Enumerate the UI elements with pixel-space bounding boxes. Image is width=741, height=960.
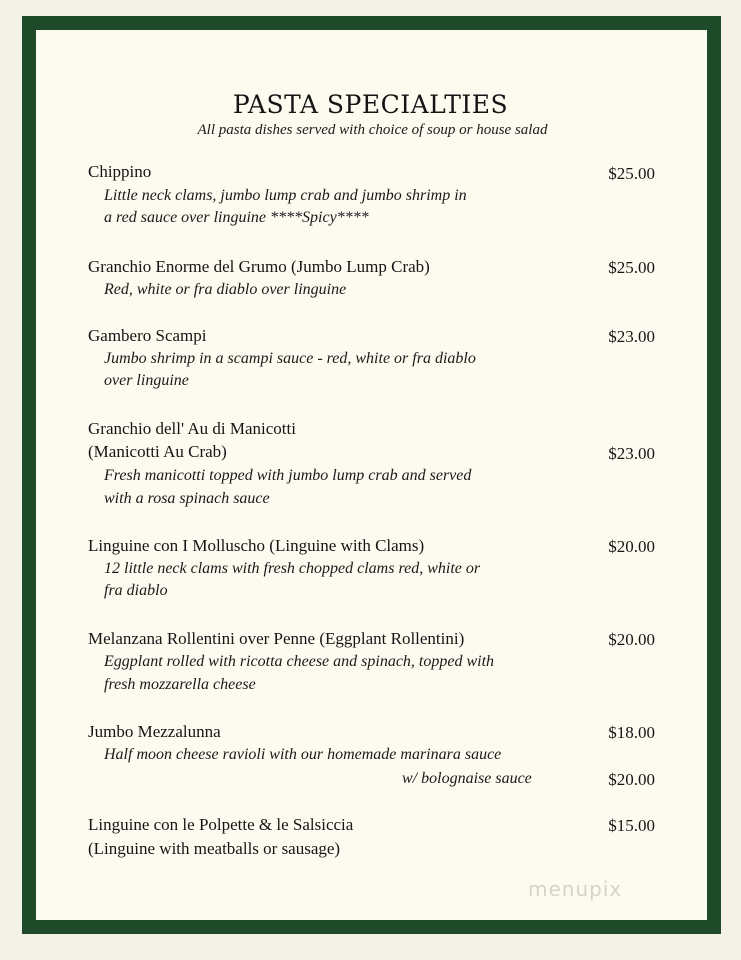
page-title: PASTA SPECIALTIES: [232, 90, 509, 119]
menu-item-price: $15.00: [608, 816, 655, 835]
menu-item-description: Red, white or fra diablo over linguine: [104, 281, 347, 298]
menu-item-name: Melanzana Rollentini over Penne (Eggplant Rollentini): [88, 629, 465, 648]
watermark: menupix: [528, 877, 623, 901]
menu-item-description: a red sauce over linguine ****Spicy****: [104, 209, 369, 226]
menu-item-name: Chippino: [88, 162, 152, 181]
menu-item-description: fresh mozzarella cheese: [104, 676, 256, 693]
menu-item-name: Linguine con I Molluscho (Linguine with Clams): [88, 536, 425, 555]
page-subtitle: All pasta dishes served with choice of soup or house salad: [197, 122, 548, 138]
menu-item-name: Granchio Enorme del Grumo (Jumbo Lump Crab): [88, 257, 430, 276]
menu-item-name: Granchio dell' Au di Manicotti: [88, 419, 296, 438]
menu-item-description: with a rosa spinach sauce: [104, 490, 270, 507]
menu-item-description: Fresh manicotti topped with jumbo lump crab and served: [104, 467, 472, 484]
menu-item-option: w/ bolognaise sauce: [402, 770, 532, 787]
menu-item-description: over linguine: [104, 372, 189, 389]
menu-item-description: fra diablo: [104, 582, 168, 599]
menu-item-price: $20.00: [608, 630, 655, 649]
menu-item-name-secondary: (Linguine with meatballs or sausage): [88, 839, 341, 858]
menu-item-description: Jumbo shrimp in a scampi sauce - red, white or fra diablo: [104, 350, 476, 367]
menu-item-description: Eggplant rolled with ricotta cheese and spinach, topped with: [104, 653, 495, 670]
menu-item-name: Gambero Scampi: [88, 326, 207, 345]
menu-item-price: $23.00: [608, 327, 655, 346]
menu-item-description: Half moon cheese ravioli with our homemade marinara sauce: [104, 746, 502, 763]
menu-item-price: $18.00: [608, 723, 655, 742]
menu-item-price: $20.00: [608, 537, 655, 556]
menu-item-name-secondary: (Manicotti Au Crab): [88, 442, 227, 461]
menu-item-price: $25.00: [608, 258, 655, 277]
menu-item-name: Jumbo Mezzalunna: [88, 722, 221, 741]
menu-item-description: 12 little neck clams with fresh chopped clams red, white or: [104, 560, 481, 577]
menu-item-option-price: $20.00: [608, 770, 655, 789]
menu-item-price: $25.00: [608, 164, 655, 183]
menu-item-price: $23.00: [608, 444, 655, 463]
menu-item-description: Little neck clams, jumbo lump crab and jumbo shrimp in: [104, 187, 467, 204]
menu-item-name: Linguine con le Polpette & le Salsiccia: [88, 815, 354, 834]
